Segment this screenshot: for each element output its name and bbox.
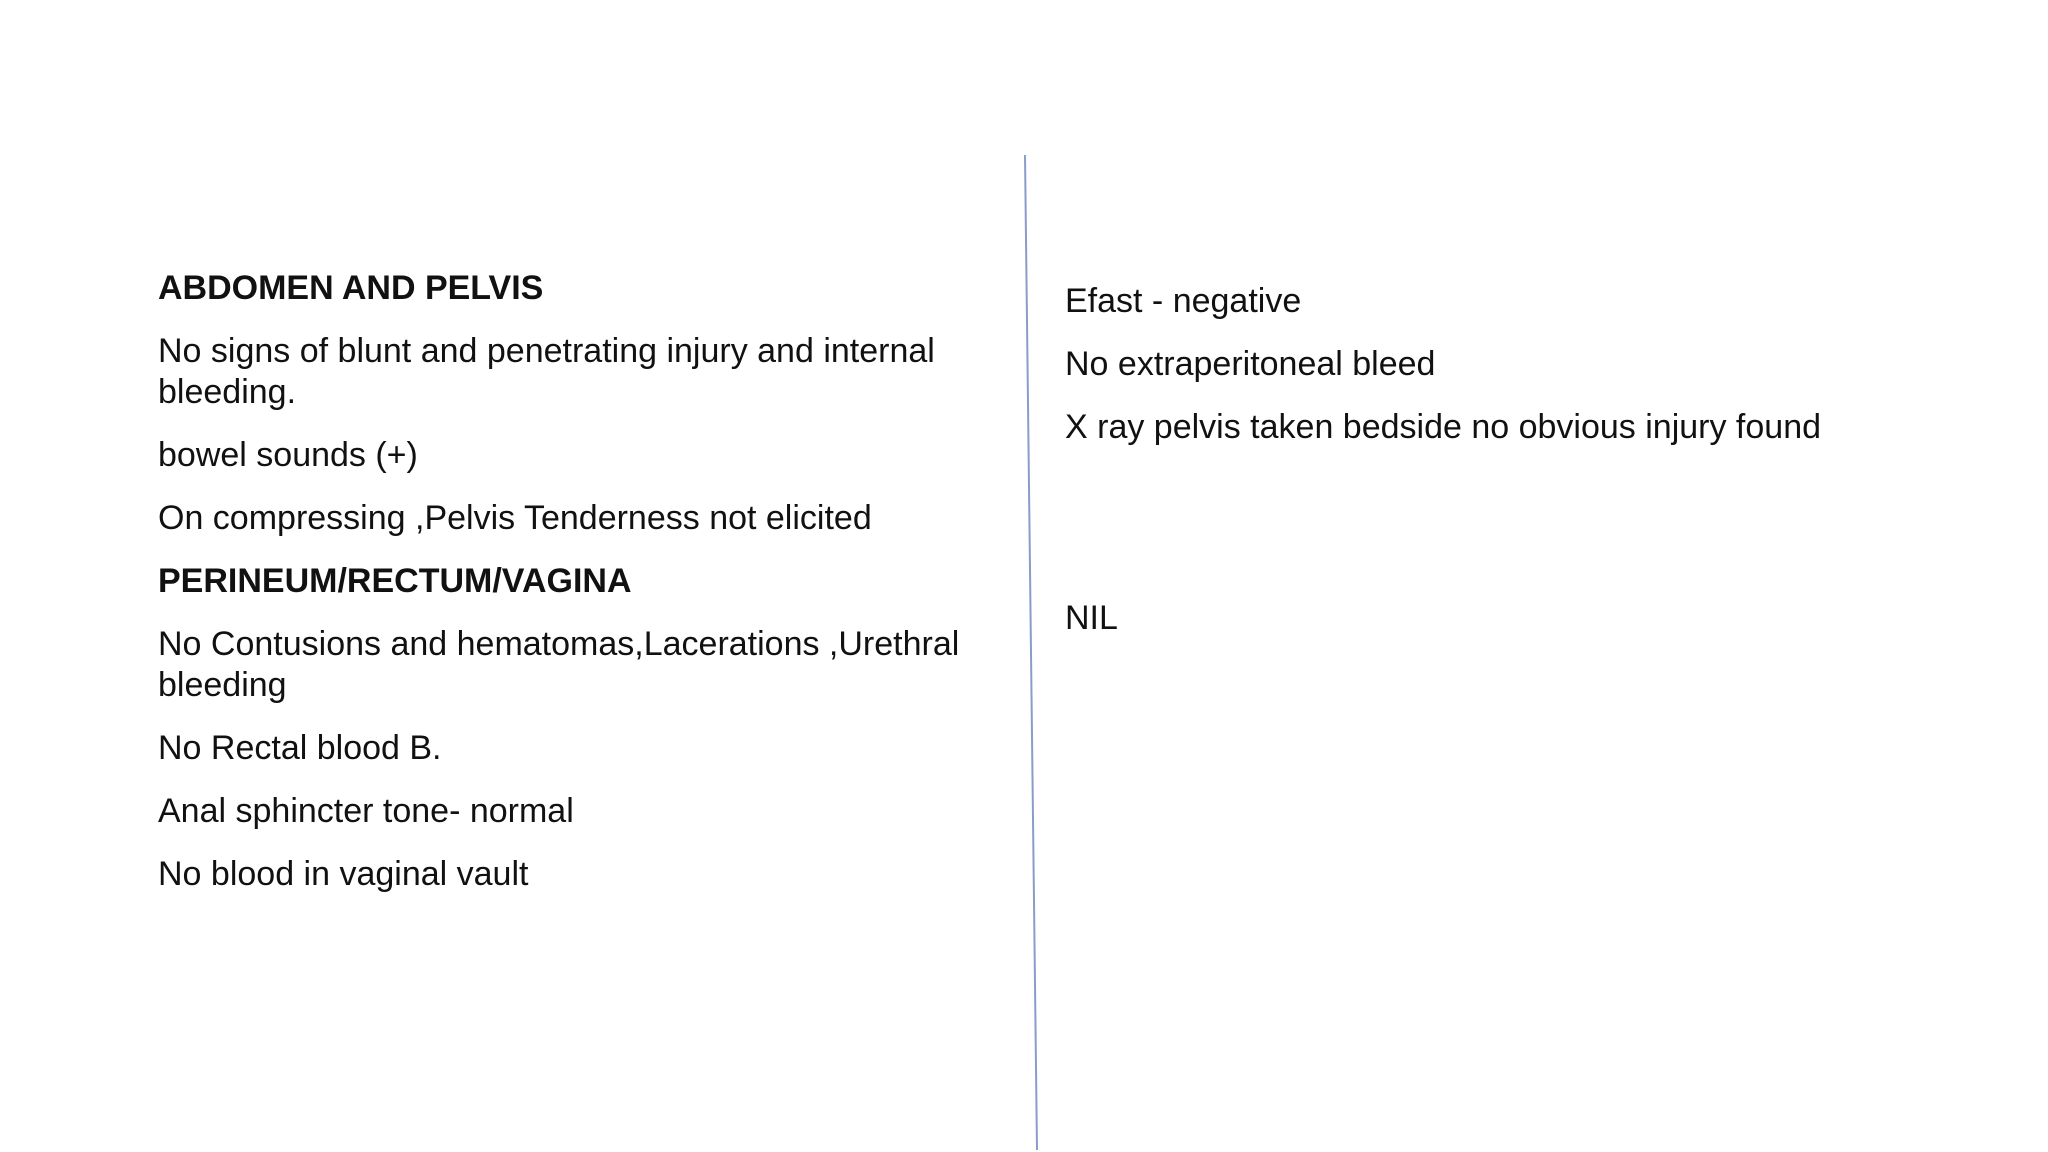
finding-no-injury: No signs of blunt and penetrating injury and internal bleeding. [158, 332, 935, 411]
heading-abdomen-pelvis: ABDOMEN AND PELVIS [158, 269, 544, 307]
spacer [1065, 470, 1965, 598]
finding-xray-pelvis: X ray pelvis taken bedside no obvious injury found [1065, 408, 1822, 446]
nil-text: NIL [1065, 599, 1118, 637]
finding-vaginal-vault: No blood in vaginal vault [158, 855, 529, 893]
column-divider-line [1025, 155, 1037, 1150]
heading-perineum-rectum-vagina: PERINEUM/RECTUM/VAGINA [158, 562, 632, 600]
finding-extraperitoneal: No extraperitoneal bleed [1065, 345, 1436, 383]
right-column [1065, 281, 1965, 661]
left-column [158, 268, 1008, 917]
finding-bowel-sounds: bowel sounds (+) [158, 436, 418, 474]
finding-rectal-blood: No Rectal blood B. [158, 729, 442, 767]
finding-contusions: No Contusions and hematomas,Lacerations ,Urethral bleeding [158, 625, 960, 704]
finding-anal-sphincter: Anal sphincter tone- normal [158, 792, 574, 830]
finding-efast: Efast - negative [1065, 282, 1302, 320]
finding-pelvis-tenderness: On compressing ,Pelvis Tenderness not elicited [158, 499, 872, 537]
